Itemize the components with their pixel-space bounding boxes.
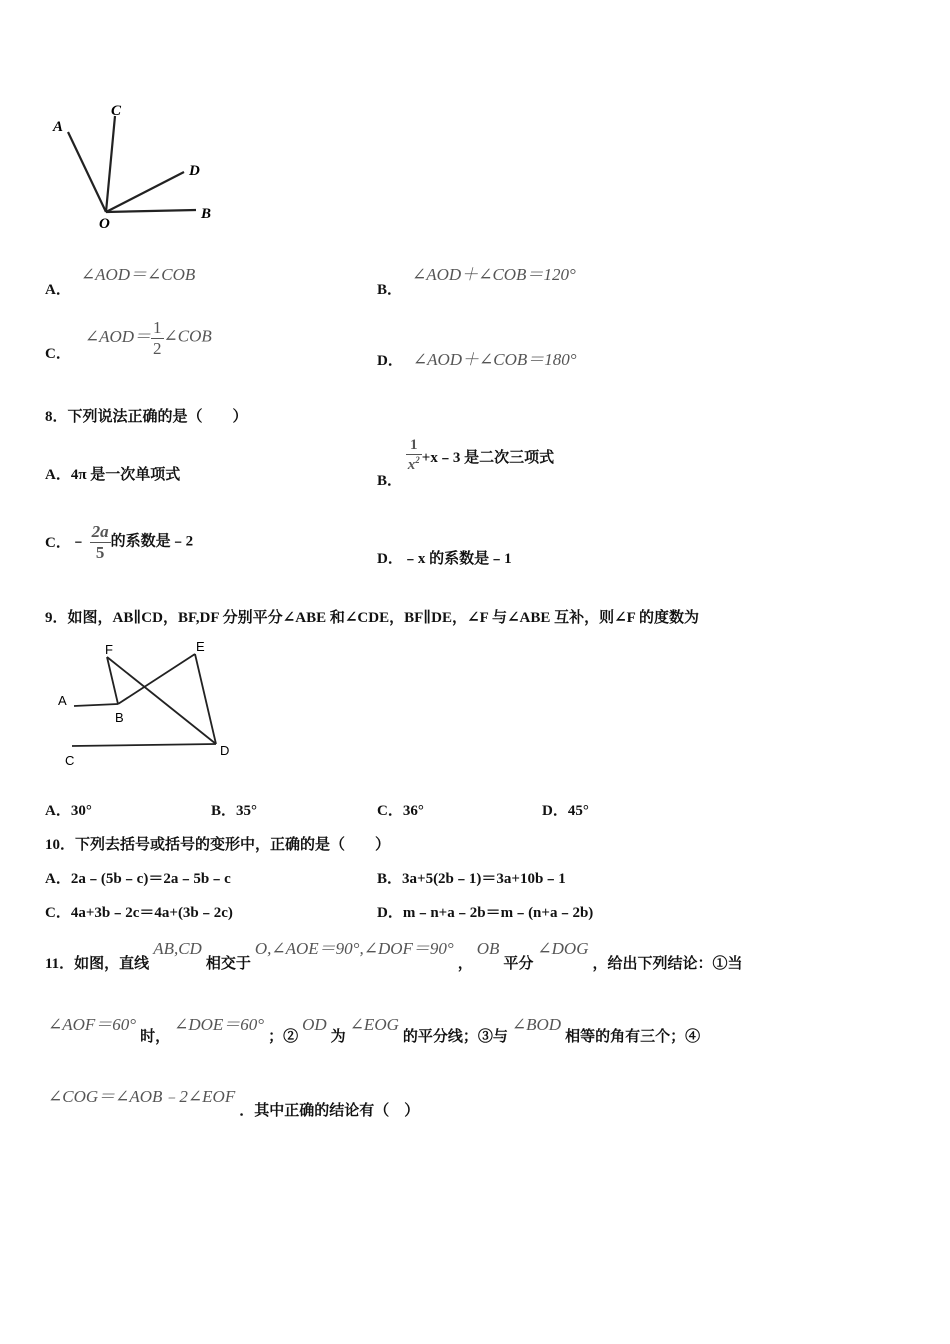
fraction-one-half [151,318,164,358]
segment-cd [72,744,216,746]
label-e: E [196,639,205,654]
option-value: 45° [567,803,589,819]
option-label: A． [45,467,71,483]
option-text: m﹣n+a﹣2b＝m﹣(n+a﹣2b) [402,905,594,921]
option-text: 的系数是﹣2 [110,533,194,550]
option-label: D． [377,353,403,369]
option-lhs: ∠AOD＝ [84,326,152,346]
text-segment: ；② [268,1029,299,1045]
math-segment: O,∠AOE＝90°,∠DOF＝90° [254,939,454,958]
q10-option-d [377,901,593,922]
segment-ab [74,704,118,706]
option-label: C． [377,803,403,819]
q9-option-c [377,799,424,820]
option-value: 35° [236,803,258,819]
text-segment: 为 [330,1029,346,1045]
fraction-2a-over-5 [90,522,111,562]
option-label: A． [45,282,71,298]
option-expr: ∠AOD＋∠COB＝120° [412,265,576,284]
text-segment: 11．如图，直线 [45,956,150,972]
text-segment: 平分 [503,956,534,972]
math-segment: ∠COG＝∠AOB﹣2∠EOF [48,1087,236,1106]
math-segment: OD [302,1015,327,1034]
label-d: D [220,743,230,758]
label-d: D [189,163,200,179]
option-text: 3a+5(2b﹣1)＝3a+10b﹣1 [402,871,566,887]
option-text: 4a+3b﹣2c＝4a+(3b﹣2c) [70,905,233,921]
ray-oc [106,116,115,212]
option-label: B． [211,803,237,819]
q10-stem: 10．下列去括号或括号的变形中，正确的是（ ） [45,837,391,853]
option-prefix: ﹣ [70,533,86,550]
exponent: 2 [415,455,420,466]
option-text: 4π 是一次单项式 [70,467,181,483]
fraction-one-over-x-squared [406,437,422,475]
option-label: B． [377,282,403,298]
option-label: D． [542,803,568,819]
text-segment: ．其中正确的结论有（ ） [239,1103,420,1119]
label-a: A [53,119,64,135]
option-text: ﹣x 的系数是﹣1 [402,551,512,567]
text-segment: ， [457,956,473,972]
q8-option-c [45,522,193,562]
math-segment: AB,CD [153,939,202,958]
option-rhs: ∠COB [163,326,212,346]
option-label: B． [377,473,403,490]
q9-stem: 9．如图，AB∥CD，BF,DF 分别平分∠ABE 和∠CDE，BF∥DE，∠F 与∠ABE 互补，则∠F 的度数为 [45,610,700,626]
label-f: F [105,642,113,657]
label-o: O [99,216,110,232]
angle-figure [44,98,224,233]
q8-stem: 8．下列说法正确的是（ ） [45,409,248,425]
option-expr: ∠AOD＝∠COB [80,265,196,284]
option-label: B． [377,871,403,887]
math-segment: ∠AOF＝60° [48,1015,137,1034]
text-segment: 相交于 [205,956,251,972]
math-segment: OB [476,939,500,958]
option-label: A． [45,871,71,887]
label-c: C [65,753,75,768]
math-segment: ∠EOG [349,1015,399,1034]
label-a: A [58,693,67,708]
option-label: D． [377,905,403,921]
option-label: C． [45,345,71,362]
option-value: 30° [70,803,92,819]
option-text: 2a﹣(5b﹣c)＝2a﹣5b﹣c [70,871,231,887]
math-segment: ∠BOD [511,1015,562,1034]
q7-option-d [377,345,577,370]
ray-od [106,172,184,212]
text-segment: 相等的角有三个；④ [565,1029,701,1045]
label-b: B [201,206,212,222]
q8-option-b [377,437,555,490]
q11-line-2 [48,1010,701,1045]
text-segment: ，给出下列结论：①当 [592,956,743,972]
q10-option-c [45,901,233,922]
denominator: 2 [153,338,162,358]
denominator: 5 [95,542,105,562]
label-c: C [111,103,122,119]
option-expr: ∠AOD＋∠COB＝180° [412,350,577,369]
denominator: x [407,457,416,474]
label-b: B [115,710,124,725]
ray-oa [68,132,106,212]
ray-ob [106,210,196,212]
text-segment: 时， [140,1029,171,1045]
numerator: 1 [153,318,162,337]
numerator: 1 [406,437,422,455]
text-segment: 的平分线；③与 [402,1029,508,1045]
q9-option-d [542,799,589,820]
q8-option-d [377,547,512,568]
q9-option-b [211,799,257,820]
option-text: +x﹣3 是二次三项式 [421,450,555,467]
option-label: C． [45,535,71,552]
numerator: 2a [91,522,109,541]
option-label: D． [377,551,403,567]
q11-line-3 [48,1082,420,1119]
option-label: C． [45,905,71,921]
parallel-lines-figure [52,636,242,771]
q10-option-b [377,867,566,888]
q7-option-b [377,260,576,298]
math-segment: ∠DOG [537,939,589,958]
q8-option-a [45,463,180,484]
math-segment: ∠DOE＝60° [174,1015,265,1034]
q11-line-1 [45,934,743,972]
q9-option-a [45,799,92,820]
q10-option-a [45,867,231,888]
option-label: A． [45,803,71,819]
q7-option-c [45,318,212,362]
option-value: 36° [402,803,424,819]
q7-option-a [45,260,196,298]
